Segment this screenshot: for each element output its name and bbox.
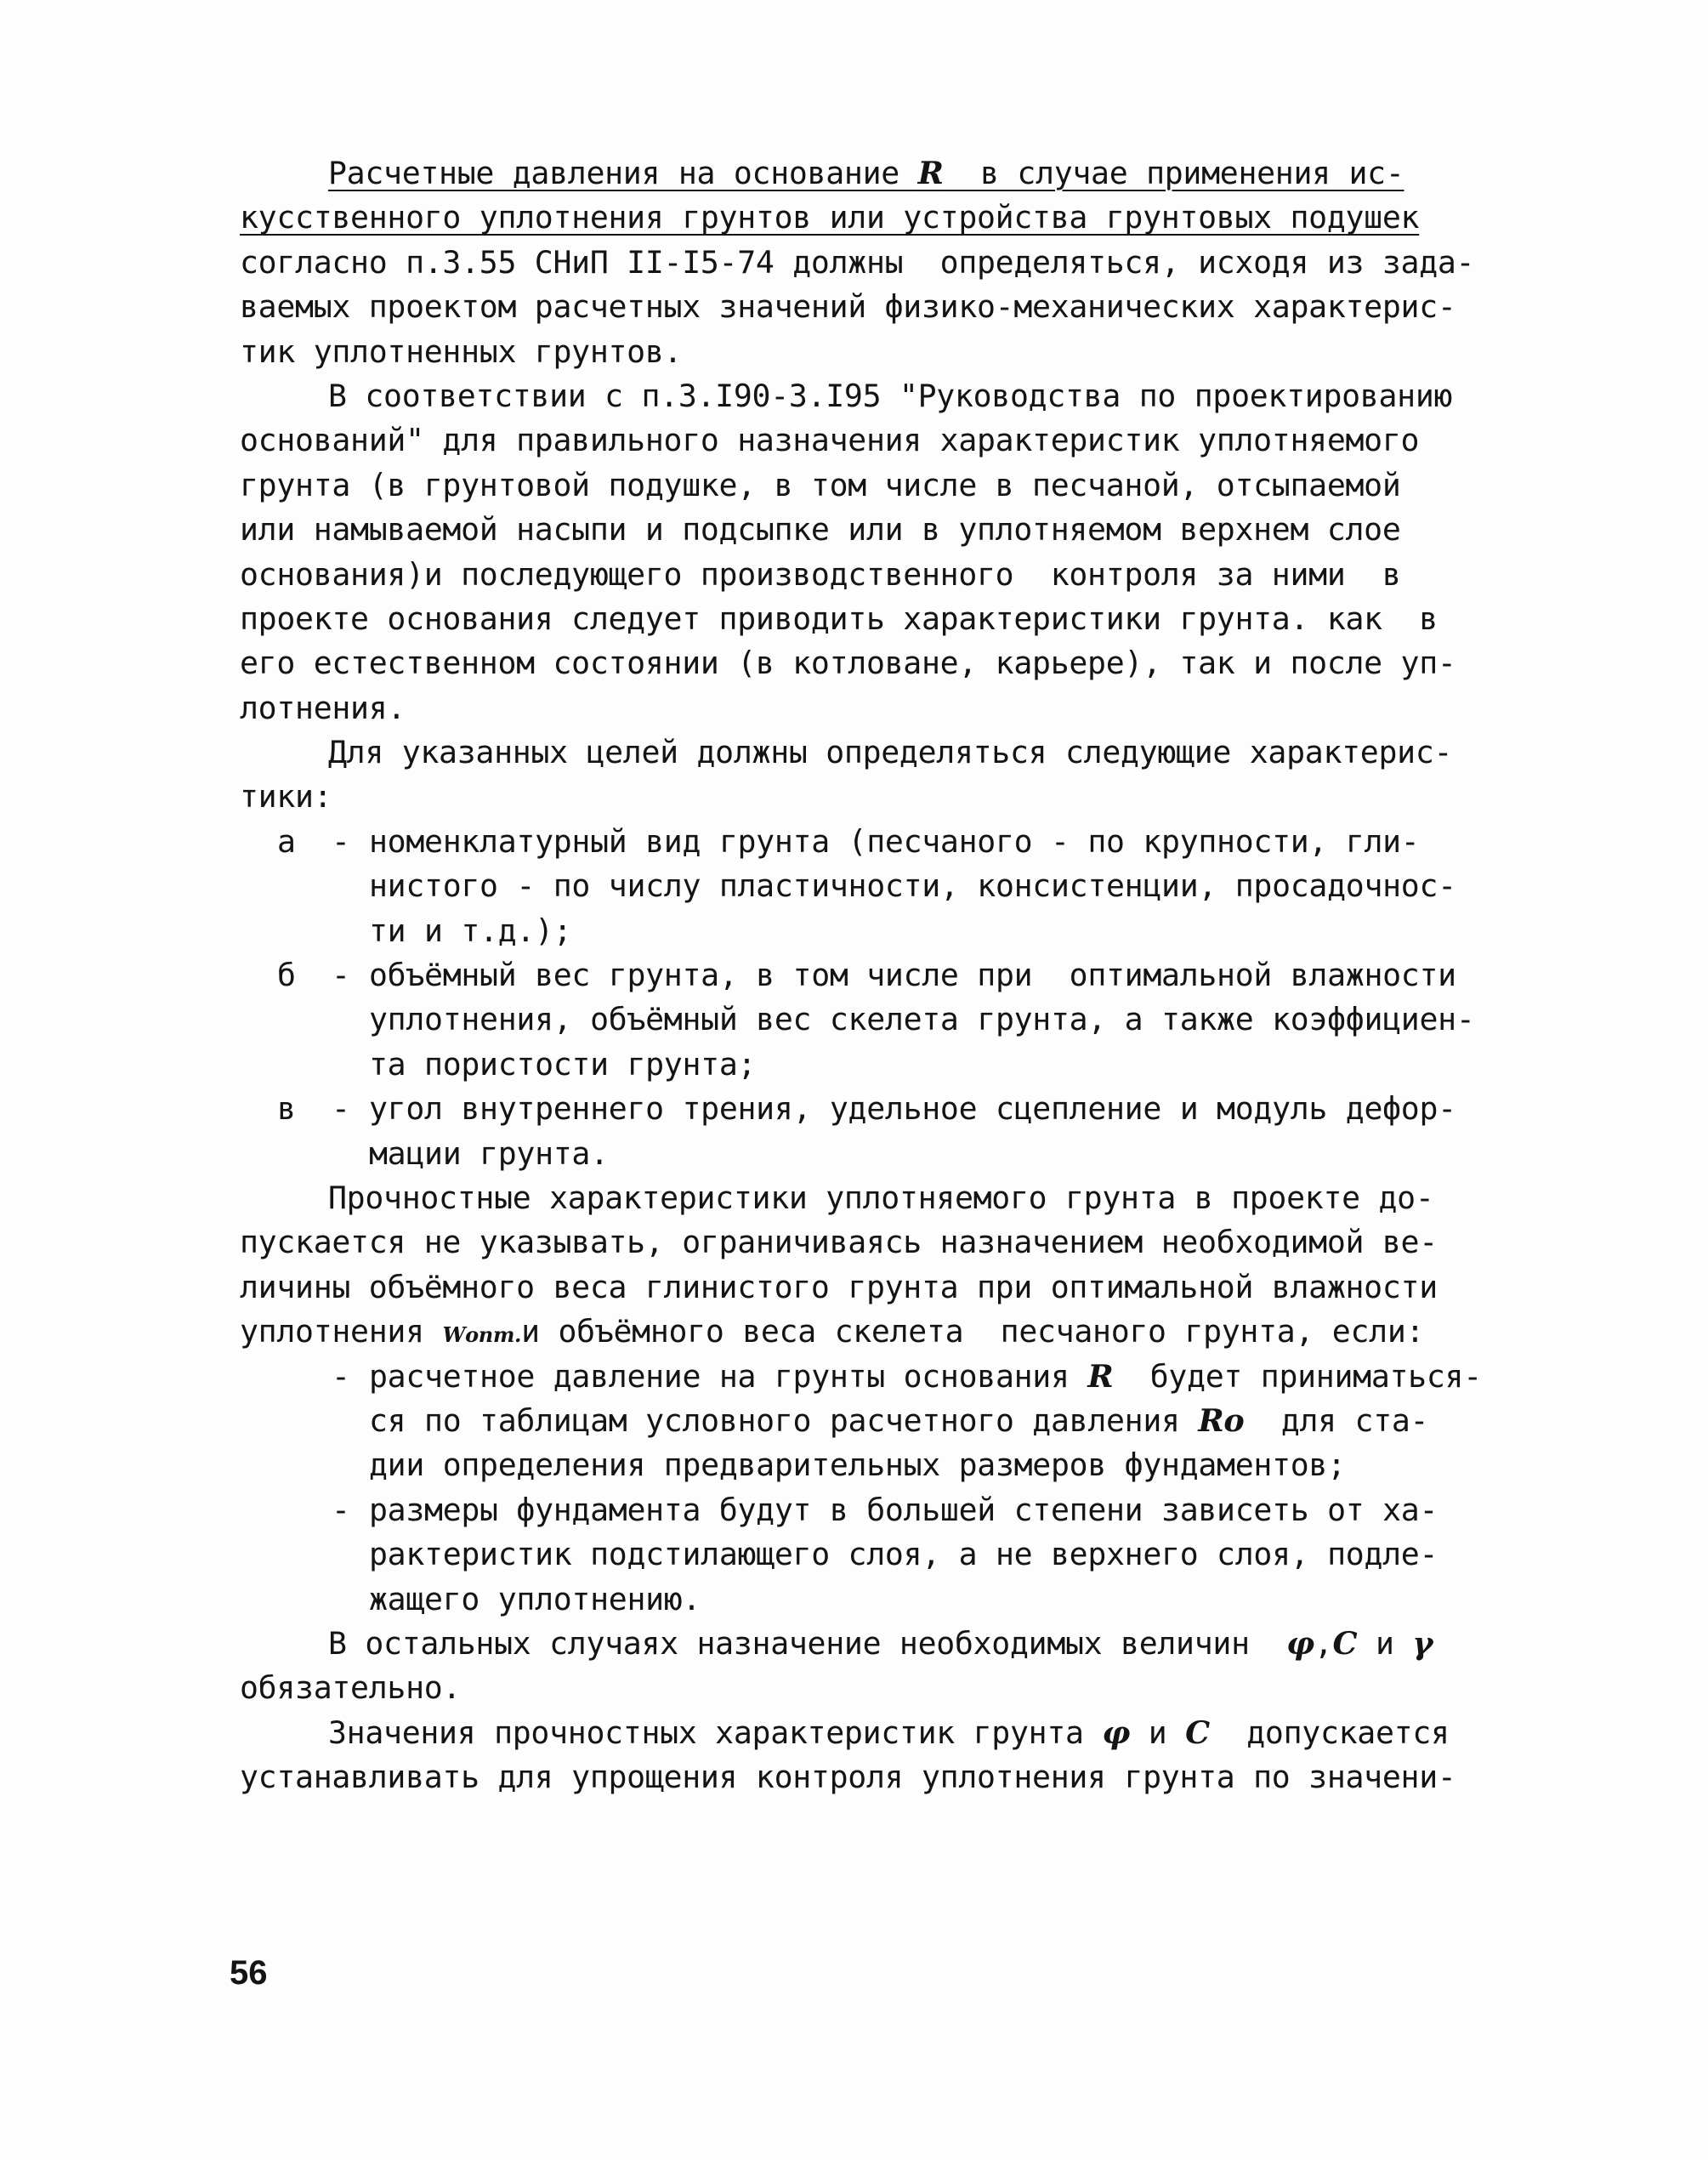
- paragraph-6-line-1: [240, 1711, 1464, 1755]
- text-fragment: и: [1130, 1714, 1186, 1751]
- symbol-gamma: γ: [1412, 1624, 1433, 1662]
- list-item-continuation: та пористости грунта;: [369, 1045, 757, 1083]
- paragraph-2-line-5: основания)и последующего производственного контроля за ними в: [240, 555, 1401, 593]
- paragraph-1-line-2: [240, 196, 1464, 240]
- list-dash: -: [332, 957, 350, 994]
- list-item-text: [369, 1355, 1482, 1399]
- underlined-text: кусственного уплотнения грунтов или устройства грунтовых подушек: [240, 199, 1420, 236]
- dash-list-item-2: [240, 1488, 1464, 1532]
- text-fragment: Значения прочностных характеристик грунта: [328, 1714, 1103, 1751]
- paragraph-2-line-1: В соответствии с п.3.I90-3.I95 "Руководства по проектированию: [328, 377, 1453, 414]
- symbol-r: R: [917, 155, 944, 191]
- text-fragment: расчетное давление на грунты основания: [369, 1357, 1088, 1395]
- paragraph-4-line-4: [240, 1310, 1464, 1354]
- paragraph-5-line-2: обязательно.: [240, 1669, 462, 1707]
- list-item-text: объёмный вес грунта, в том числе при оптимальной влажности: [369, 957, 1456, 994]
- text-fragment: для ста-: [1244, 1401, 1429, 1439]
- document-body: [240, 151, 1482, 1799]
- text-fragment: ся по таблицам условного расчетного давления: [369, 1401, 1199, 1439]
- list-item-a: [240, 820, 1464, 864]
- text-fragment: уплотнения: [240, 1313, 443, 1350]
- list-item-continuation: мации грунта.: [369, 1134, 609, 1172]
- list-dash: -: [332, 822, 350, 860]
- list-dash: -: [332, 1090, 350, 1128]
- paragraph-1-line-1: [240, 151, 1464, 196]
- list-item-continuation: уплотнения, объёмный вес скелета грунта, а также коэффициен-: [369, 1001, 1475, 1038]
- list-item-text: номенклатурный вид грунта (песчаного - по крупности, гли-: [369, 822, 1420, 860]
- list-item-continuation: рактеристик подстилающего слоя, а не верхнего слоя, подле-: [369, 1536, 1438, 1573]
- paragraph-2-line-4: или намываемой насыпи и подсыпке или в уплотняемом верхнем слое: [240, 511, 1401, 549]
- paragraph-5-line-1: [240, 1622, 1464, 1666]
- page-number: 56: [230, 1954, 268, 1992]
- dash-list-item-1: [240, 1355, 1482, 1399]
- underlined-text: Расчетные давления на основание: [328, 155, 918, 191]
- symbol-w-opt: Wопт.: [442, 1322, 522, 1348]
- paragraph-3-line-1: Для указанных целей должны определяться следующие характерис-: [328, 734, 1453, 771]
- paragraph-4-line-1: Прочностные характеристики уплотняемого грунта в проекте до-: [328, 1179, 1434, 1216]
- list-item-continuation: [240, 1399, 1464, 1443]
- list-marker: б: [277, 957, 296, 994]
- list-marker: а: [277, 822, 296, 860]
- list-item-v: [240, 1087, 1464, 1131]
- paragraph-2-line-3: грунта (в грунтовой подушке, в том числе в песчаной, отсыпаемой: [240, 466, 1401, 503]
- paragraph-4-line-3: личины объёмного веса глинистого грунта при оптимальной влажности: [240, 1268, 1438, 1305]
- paragraph-3-line-2: тики:: [240, 778, 332, 816]
- paragraph-6-line-2: устанавливать для упрощения контроля уплотнения грунта по значени-: [240, 1759, 1456, 1796]
- symbol-c: C: [1332, 1624, 1358, 1662]
- list-item-b: [240, 953, 1464, 998]
- list-dash: -: [332, 1357, 350, 1395]
- paragraph-2-line-6: проекте основания следует приводить характеристики грунта. как в: [240, 600, 1438, 637]
- text-fragment: В остальных случаях назначение необходимых величин: [328, 1624, 1287, 1662]
- list-dash: -: [332, 1491, 350, 1528]
- text-fragment: и объёмного веса скелета песчаного грунта, если:: [521, 1313, 1425, 1350]
- paragraph-2-line-2: оснований" для правильного назначения характеристик уплотняемого: [240, 422, 1420, 459]
- list-marker: в: [277, 1090, 296, 1128]
- list-item-continuation: нистого - по числу пластичности, консистенции, просадочнос-: [369, 867, 1456, 905]
- text-fragment: ,: [1314, 1624, 1333, 1662]
- symbol-r0: Ro: [1198, 1401, 1245, 1439]
- symbol-phi: φ: [1286, 1624, 1314, 1662]
- list-item-continuation: дии определения предварительных размеров фундаментов;: [369, 1447, 1346, 1484]
- list-item-continuation: ти и т.д.);: [369, 912, 572, 949]
- paragraph-2-line-8: лотнения.: [240, 689, 406, 726]
- paragraph-2-line-7: его естественном состоянии (в котловане, карьере), так и после уп-: [240, 645, 1456, 682]
- text-fragment: будет приниматься-: [1113, 1357, 1482, 1395]
- text-fragment: и: [1357, 1624, 1413, 1662]
- list-item-continuation: жащего уплотнению.: [369, 1580, 701, 1617]
- list-item-text: угол внутреннего трения, удельное сцепление и модуль дефор-: [369, 1090, 1456, 1128]
- symbol-c: C: [1185, 1714, 1210, 1751]
- symbol-phi: φ: [1102, 1714, 1131, 1751]
- underlined-text: в случае применения ис-: [943, 155, 1404, 191]
- paragraph-1-line-5: тик уплотненных грунтов.: [240, 333, 683, 370]
- paragraph-4-line-2: пускается не указывать, ограничиваясь назначением необходимой ве-: [240, 1224, 1438, 1261]
- paragraph-1-line-4: ваемых проектом расчетных значений физико-механических характерис-: [240, 288, 1456, 326]
- text-fragment: допускается: [1209, 1714, 1450, 1751]
- symbol-r: R: [1087, 1357, 1114, 1395]
- list-item-text: размеры фундамента будут в большей степени зависеть от ха-: [369, 1491, 1438, 1528]
- paragraph-1-line-3: согласно п.3.55 СНиП II-I5-74 должны определяться, исходя из зада-: [240, 243, 1475, 281]
